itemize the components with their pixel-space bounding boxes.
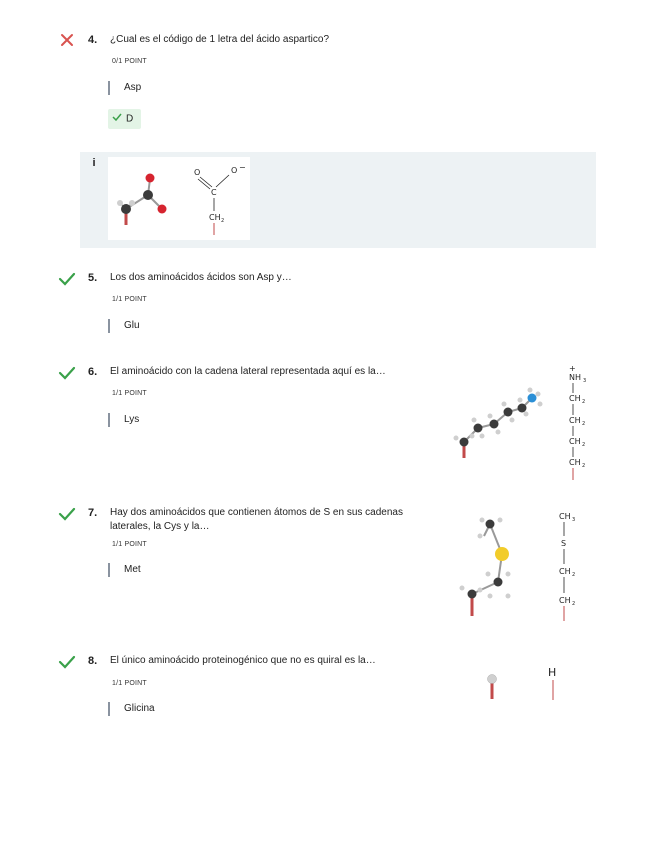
- submitted-answer: Met: [108, 562, 141, 578]
- question-points: 0/1 POINT: [112, 58, 147, 65]
- question-number: 5.: [88, 272, 98, 284]
- question-text: El aminoácido con la cadena lateral representada aquí es la…: [110, 366, 386, 377]
- question-points: 1/1 POINT: [112, 390, 147, 397]
- correct-check-icon: [58, 366, 74, 382]
- svg-text:O: O: [231, 166, 238, 175]
- question-number: 4.: [88, 34, 98, 46]
- submitted-answer: Lys: [108, 412, 139, 428]
- question-number: 6.: [88, 366, 98, 378]
- svg-text:2: 2: [572, 572, 576, 578]
- svg-text:CH: CH: [559, 567, 571, 576]
- svg-text:3: 3: [572, 517, 576, 523]
- svg-text:CH: CH: [569, 437, 581, 446]
- svg-text:C: C: [211, 188, 217, 197]
- info-icon: i: [92, 157, 96, 169]
- svg-text:2: 2: [582, 421, 586, 427]
- svg-text:2: 2: [572, 601, 576, 607]
- correct-answer: [108, 109, 141, 129]
- svg-text:−: −: [239, 163, 246, 172]
- submitted-answer: Glu: [108, 318, 140, 334]
- lysine-ball-and-stick-image: [446, 384, 546, 464]
- glycine-structural-formula: [544, 664, 564, 702]
- question-text: ¿Cual es el código de 1 letra del ácido aspartico?: [110, 34, 330, 45]
- correct-check-icon: [58, 507, 74, 523]
- aspartate-side-chain-image: [108, 157, 250, 240]
- svg-text:2: 2: [221, 218, 225, 224]
- question-number: 8.: [88, 655, 98, 667]
- question-text: El único aminoácido proteinogénico que no es quiral es la…: [110, 655, 376, 666]
- question-text: Los dos aminoácidos ácidos son Asp y…: [110, 272, 292, 283]
- svg-text:2: 2: [582, 442, 586, 448]
- question-points: 1/1 POINT: [112, 296, 147, 303]
- question-text-line-2: laterales, la Cys y la…: [110, 521, 210, 532]
- lysine-structural-formula: [560, 366, 600, 481]
- submitted-answer: Glicina: [108, 701, 155, 717]
- check-icon: [112, 109, 122, 129]
- svg-text:+: +: [569, 366, 576, 373]
- submitted-answer: Asp: [108, 80, 141, 96]
- svg-text:CH: CH: [569, 416, 581, 425]
- svg-text:CH: CH: [209, 213, 221, 222]
- svg-text:CH: CH: [569, 394, 581, 403]
- question-number: 7.: [88, 507, 98, 519]
- svg-text:3: 3: [583, 378, 587, 384]
- svg-text:CH: CH: [569, 458, 581, 467]
- glycine-ball-and-stick-image: [484, 672, 500, 702]
- svg-text:S: S: [561, 539, 567, 548]
- correct-check-icon: [58, 655, 74, 671]
- correct-check-icon: [58, 272, 74, 288]
- svg-text:CH: CH: [559, 512, 571, 521]
- svg-text:2: 2: [582, 463, 586, 469]
- svg-text:O: O: [194, 168, 201, 177]
- ball-and-stick-model: [117, 174, 167, 226]
- question-points: 1/1 POINT: [112, 680, 147, 687]
- methionine-structural-formula: [556, 508, 596, 623]
- structural-formula: [194, 163, 246, 235]
- incorrect-x-icon: [60, 33, 76, 49]
- svg-text:NH: NH: [569, 373, 581, 382]
- methionine-ball-and-stick-image: [448, 512, 528, 622]
- svg-text:2: 2: [582, 399, 586, 405]
- question-points: 1/1 POINT: [112, 541, 147, 548]
- question-text-line-1: Hay dos aminoácidos que contienen átomos de S en sus cadenas: [110, 507, 403, 518]
- correct-answer-label: D: [126, 113, 134, 125]
- svg-text:H: H: [548, 666, 557, 679]
- svg-text:CH: CH: [559, 596, 571, 605]
